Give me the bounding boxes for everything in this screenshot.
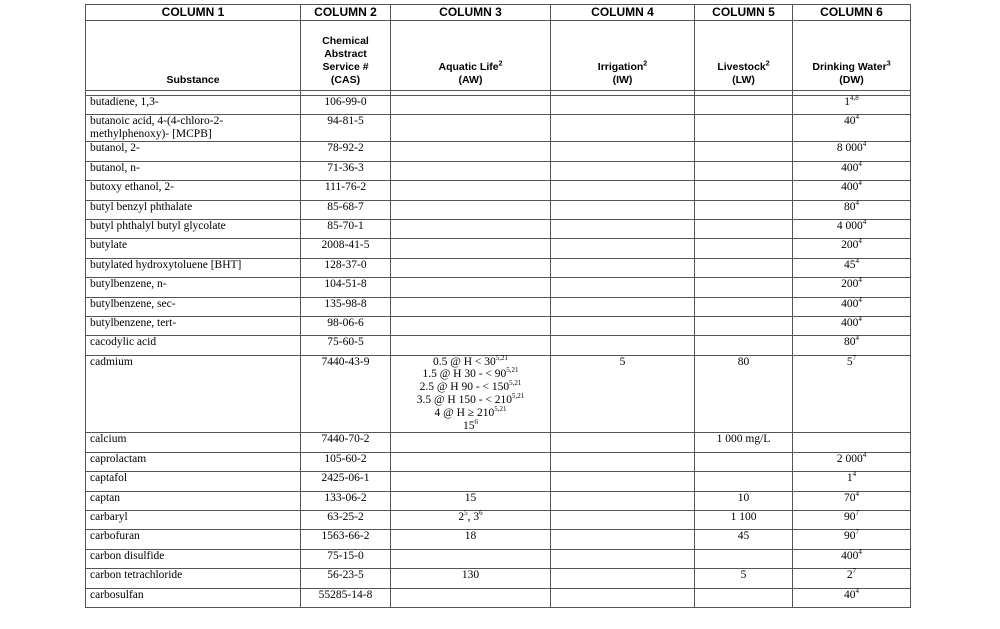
substance-cell bbox=[86, 549, 301, 568]
drinking-water-label-text: Drinking Water bbox=[812, 61, 887, 73]
drinking-water-label bbox=[793, 21, 911, 91]
substance-cell bbox=[86, 355, 301, 433]
value-text: 80 bbox=[844, 200, 856, 213]
value-text: 2 000 bbox=[836, 452, 863, 465]
value-text: 90 bbox=[844, 511, 856, 524]
cas-cell: 7440-70-2 bbox=[301, 433, 391, 452]
aquatic-life-cell bbox=[391, 278, 551, 297]
substance-name: cacodylic acid bbox=[90, 336, 157, 349]
aquatic-life-cell bbox=[391, 96, 551, 115]
cas-label bbox=[301, 21, 391, 91]
irrigation-cell bbox=[551, 239, 695, 258]
table-row bbox=[86, 297, 911, 316]
irrigation-cell bbox=[551, 258, 695, 277]
irrigation-cell bbox=[551, 219, 695, 238]
irrigation-cell bbox=[551, 588, 695, 607]
drinking-water-footnote: 3 bbox=[886, 60, 891, 68]
cas-cell: 2008-41-5 bbox=[301, 239, 391, 258]
aquatic-life-cell bbox=[391, 239, 551, 258]
livestock-cell: 80 bbox=[695, 355, 793, 433]
table-row bbox=[86, 433, 911, 452]
substance-name: butylated hydroxytoluene [BHT] bbox=[90, 258, 242, 271]
livestock-cell bbox=[695, 336, 793, 355]
cas-cell: 128-37-0 bbox=[301, 258, 391, 277]
substance-cell bbox=[86, 115, 301, 142]
value-text: 18 bbox=[464, 530, 477, 543]
footnote-ref: 4 bbox=[862, 140, 867, 149]
drinking-water-cell bbox=[793, 181, 911, 200]
table-row bbox=[86, 452, 911, 471]
value-text: 40 bbox=[844, 115, 856, 128]
substance-cell bbox=[86, 181, 301, 200]
livestock-cell bbox=[695, 452, 793, 471]
footnote-ref: 4 bbox=[852, 470, 857, 479]
aquatic-life-cell bbox=[391, 530, 551, 549]
drinking-water-cell bbox=[793, 491, 911, 510]
cas-cell: 7440-43-9 bbox=[301, 355, 391, 433]
substance-name: caprolactam bbox=[90, 452, 147, 465]
substance-name: carbon disulfide bbox=[90, 549, 165, 562]
value-text: 15 bbox=[464, 491, 477, 504]
table-row bbox=[86, 316, 911, 335]
footnote-ref: 7 bbox=[855, 509, 859, 518]
aquatic-life-value bbox=[395, 394, 546, 407]
cas-cell: 94-81-5 bbox=[301, 115, 391, 142]
column-6-header: COLUMN 6 bbox=[793, 5, 911, 21]
cas-cell: 63-25-2 bbox=[301, 511, 391, 530]
livestock-cell bbox=[695, 219, 793, 238]
column-2-header: COLUMN 2 bbox=[301, 5, 391, 21]
substance-name: butylbenzene, sec- bbox=[90, 297, 176, 310]
aquatic-life-cell bbox=[391, 355, 551, 433]
value-text: 90 bbox=[844, 530, 856, 543]
irrigation-cell bbox=[551, 452, 695, 471]
irrigation-cell bbox=[551, 530, 695, 549]
drinking-water-cell bbox=[793, 239, 911, 258]
substance-cell bbox=[86, 588, 301, 607]
value-text: 2 bbox=[458, 511, 465, 524]
value-text: 4 @ H ≥ 210 bbox=[434, 406, 495, 419]
livestock-cell bbox=[695, 549, 793, 568]
substance-cell bbox=[86, 472, 301, 491]
drinking-water-cell bbox=[793, 297, 911, 316]
substance-cell bbox=[86, 142, 301, 161]
irrigation-cell bbox=[551, 491, 695, 510]
aquatic-life-abbrev: (AW) bbox=[458, 74, 483, 86]
cas-cell: 2425-06-1 bbox=[301, 472, 391, 491]
drinking-water-cell bbox=[793, 588, 911, 607]
irrigation-cell bbox=[551, 96, 695, 115]
substance-cell bbox=[86, 278, 301, 297]
irrigation-cell bbox=[551, 278, 695, 297]
livestock-label-text: Livestock bbox=[717, 61, 766, 73]
aquatic-life-value bbox=[395, 530, 546, 543]
livestock-cell bbox=[695, 278, 793, 297]
drinking-water-cell bbox=[793, 549, 911, 568]
table-row bbox=[86, 472, 911, 491]
irrigation-label-text: Irrigation bbox=[597, 61, 644, 73]
substance-name: carbosulfan bbox=[90, 588, 144, 601]
substance-cell bbox=[86, 96, 301, 115]
footnote-ref: 4 bbox=[862, 218, 867, 227]
table-row bbox=[86, 278, 911, 297]
aquatic-life-cell bbox=[391, 297, 551, 316]
cas-cell: 75-60-5 bbox=[301, 336, 391, 355]
aquatic-life-value bbox=[395, 368, 546, 381]
table-row bbox=[86, 588, 911, 607]
cas-cell: 85-70-1 bbox=[301, 219, 391, 238]
substance-name: butyl phthalyl butyl glycolate bbox=[90, 219, 226, 232]
irrigation-cell: 5 bbox=[551, 355, 695, 433]
footnote-ref: 4,8 bbox=[850, 94, 859, 103]
aquatic-life-cell bbox=[391, 219, 551, 238]
cas-cell: 104-51-8 bbox=[301, 278, 391, 297]
irrigation-footnote: 2 bbox=[643, 60, 648, 68]
substance-cell bbox=[86, 511, 301, 530]
aquatic-life-value bbox=[395, 511, 546, 524]
footnote-ref: 6 bbox=[479, 509, 483, 518]
footnote-ref: 4 bbox=[858, 547, 862, 556]
column-5-header: COLUMN 5 bbox=[695, 5, 793, 21]
substance-cell bbox=[86, 297, 301, 316]
value-text: 2.5 @ H 90 - < 150 bbox=[419, 381, 510, 394]
irrigation-cell bbox=[551, 181, 695, 200]
value-text: 45 bbox=[844, 258, 856, 271]
drinking-water-cell bbox=[793, 142, 911, 161]
footnote-ref: 4 bbox=[858, 315, 862, 324]
footnote-ref: 4 bbox=[855, 113, 859, 122]
value-text: 5 bbox=[846, 355, 853, 368]
drinking-water-cell bbox=[793, 569, 911, 588]
footnote-ref: 4 bbox=[855, 256, 859, 265]
value-text: 8 000 bbox=[836, 142, 863, 155]
aquatic-life-label-line bbox=[393, 61, 548, 74]
drinking-water-cell bbox=[793, 336, 911, 355]
substance-cell bbox=[86, 258, 301, 277]
aquatic-life-cell bbox=[391, 452, 551, 471]
footnote-ref: 4 bbox=[858, 159, 862, 168]
drinking-water-cell bbox=[793, 316, 911, 335]
column-label-row bbox=[86, 21, 911, 91]
livestock-abbrev: (LW) bbox=[732, 74, 755, 86]
aquatic-life-cell bbox=[391, 433, 551, 452]
aquatic-life-cell bbox=[391, 258, 551, 277]
substance-name: cadmium bbox=[90, 355, 133, 368]
livestock-cell bbox=[695, 258, 793, 277]
substance-cell bbox=[86, 239, 301, 258]
aquatic-life-cell bbox=[391, 511, 551, 530]
footnote-ref: 4 bbox=[855, 334, 859, 343]
value-text: 3.5 @ H 150 - < 210 bbox=[416, 394, 513, 407]
value-text: 4 000 bbox=[836, 219, 863, 232]
value-text: 80 bbox=[844, 336, 856, 349]
drinking-water-cell bbox=[793, 115, 911, 142]
footnote-ref: 7 bbox=[855, 528, 859, 537]
substance-cell bbox=[86, 200, 301, 219]
irrigation-abbrev: (IW) bbox=[612, 74, 633, 86]
aquatic-life-cell bbox=[391, 549, 551, 568]
aquatic-life-label-text: Aquatic Life bbox=[438, 61, 499, 73]
livestock-cell bbox=[695, 200, 793, 219]
value-text: 400 bbox=[841, 161, 859, 174]
value-text: 400 bbox=[841, 297, 859, 310]
aquatic-life-value bbox=[395, 569, 546, 582]
footnote-ref: 7 bbox=[852, 567, 857, 576]
livestock-cell: 10 bbox=[695, 491, 793, 510]
substance-cell bbox=[86, 433, 301, 452]
drinking-water-cell bbox=[793, 433, 911, 452]
table-row bbox=[86, 569, 911, 588]
substance-cell bbox=[86, 219, 301, 238]
livestock-cell: 1 000 mg/L bbox=[695, 433, 793, 452]
table-row bbox=[86, 96, 911, 115]
livestock-cell: 5 bbox=[695, 569, 793, 588]
footnote-ref: 5 bbox=[464, 509, 468, 518]
drinking-water-cell bbox=[793, 530, 911, 549]
substance-name: butylbenzene, n- bbox=[90, 278, 167, 291]
table-row bbox=[86, 239, 911, 258]
value-text: 130 bbox=[461, 569, 480, 582]
aquatic-life-cell bbox=[391, 181, 551, 200]
value-text: 200 bbox=[841, 278, 859, 291]
table-row bbox=[86, 491, 911, 510]
footnote-ref: 5,21 bbox=[495, 353, 508, 362]
table-row bbox=[86, 115, 911, 142]
value-text: 1 bbox=[844, 96, 850, 108]
table-row bbox=[86, 549, 911, 568]
livestock-cell bbox=[695, 588, 793, 607]
footnote-ref: 4 bbox=[855, 198, 859, 207]
livestock-cell bbox=[695, 297, 793, 316]
cas-cell: 111-76-2 bbox=[301, 181, 391, 200]
cas-cell: 1563-66-2 bbox=[301, 530, 391, 549]
substance-cell bbox=[86, 161, 301, 180]
drinking-water-cell bbox=[793, 472, 911, 491]
substance-label bbox=[86, 21, 301, 91]
irrigation-cell bbox=[551, 161, 695, 180]
irrigation-cell bbox=[551, 297, 695, 316]
aquatic-life-value bbox=[395, 492, 546, 505]
aquatic-life-footnote: 2 bbox=[498, 60, 503, 68]
table-row bbox=[86, 336, 911, 355]
cas-cell: 55285-14-8 bbox=[301, 588, 391, 607]
substance-name: butanol, 2- bbox=[90, 142, 140, 155]
cas-cell: 106-99-0 bbox=[301, 96, 391, 115]
table-row bbox=[86, 355, 911, 433]
irrigation-cell bbox=[551, 569, 695, 588]
cas-label-line: (CAS) bbox=[330, 74, 361, 86]
aquatic-life-cell bbox=[391, 200, 551, 219]
table-body bbox=[86, 96, 911, 608]
irrigation-cell bbox=[551, 472, 695, 491]
value-text: 1 bbox=[846, 472, 853, 485]
value-text: 400 bbox=[841, 181, 859, 194]
aquatic-life-cell bbox=[391, 588, 551, 607]
value-text: 1.5 @ H 30 - < 90 bbox=[422, 368, 507, 381]
livestock-cell bbox=[695, 181, 793, 200]
value-text: 400 bbox=[841, 549, 859, 562]
cas-cell: 71-36-3 bbox=[301, 161, 391, 180]
column-1-header: COLUMN 1 bbox=[86, 5, 301, 21]
aquatic-life-label bbox=[391, 21, 551, 91]
cas-cell: 98-06-6 bbox=[301, 316, 391, 335]
drinking-water-cell bbox=[793, 355, 911, 433]
table-row bbox=[86, 530, 911, 549]
drinking-water-label-line bbox=[795, 61, 908, 74]
substance-cell bbox=[86, 452, 301, 471]
irrigation-label bbox=[551, 21, 695, 91]
footnote-ref: 4 bbox=[858, 276, 862, 285]
livestock-cell: 1 100 bbox=[695, 511, 793, 530]
livestock-cell bbox=[695, 115, 793, 142]
table-row bbox=[86, 142, 911, 161]
table-row bbox=[86, 200, 911, 219]
column-4-header: COLUMN 4 bbox=[551, 5, 695, 21]
footnote-ref: 4 bbox=[855, 489, 859, 498]
substance-name: butanol, n- bbox=[90, 161, 140, 174]
drinking-water-cell bbox=[793, 96, 911, 115]
table-row bbox=[86, 181, 911, 200]
substance-name: calcium bbox=[90, 433, 127, 446]
drinking-water-cell bbox=[793, 258, 911, 277]
substance-name: butanoic acid, 4-(4-chloro-2- bbox=[90, 115, 224, 128]
substance-name: carbofuran bbox=[90, 530, 140, 543]
table-row bbox=[86, 511, 911, 530]
substance-cell bbox=[86, 491, 301, 510]
table-row bbox=[86, 219, 911, 238]
aquatic-life-cell bbox=[391, 142, 551, 161]
drinking-water-cell bbox=[793, 511, 911, 530]
livestock-cell bbox=[695, 239, 793, 258]
aquatic-life-cell bbox=[391, 115, 551, 142]
drinking-water-abbrev: (DW) bbox=[839, 74, 864, 86]
table-row bbox=[86, 161, 911, 180]
substance-name: carbaryl bbox=[90, 511, 128, 524]
livestock-cell bbox=[695, 96, 793, 115]
substance-name: captan bbox=[90, 491, 121, 504]
substance-label-text: Substance bbox=[166, 74, 220, 86]
footnote-ref: 5,21 bbox=[506, 366, 519, 375]
livestock-footnote: 2 bbox=[765, 60, 770, 68]
drinking-water-cell bbox=[793, 278, 911, 297]
livestock-cell bbox=[695, 316, 793, 335]
footnote-ref: 4 bbox=[858, 179, 862, 188]
irrigation-cell bbox=[551, 511, 695, 530]
drinking-water-cell bbox=[793, 452, 911, 471]
aquatic-life-cell bbox=[391, 316, 551, 335]
footnote-ref: 4 bbox=[862, 451, 867, 460]
cas-cell: 75-15-0 bbox=[301, 549, 391, 568]
irrigation-cell bbox=[551, 142, 695, 161]
substance-cell bbox=[86, 569, 301, 588]
cas-label-line: Abstract bbox=[324, 48, 367, 60]
substance-name: butylate bbox=[90, 239, 128, 252]
irrigation-label-line bbox=[553, 61, 692, 74]
value-text: 400 bbox=[841, 316, 859, 329]
substance-name: captafol bbox=[90, 472, 128, 485]
column-number-row bbox=[86, 5, 911, 21]
value-text: 70 bbox=[844, 491, 856, 504]
aquatic-life-cell bbox=[391, 161, 551, 180]
footnote-ref: 6 bbox=[474, 417, 478, 426]
table-row bbox=[86, 258, 911, 277]
substance-cell bbox=[86, 316, 301, 335]
footnote-ref: 7 bbox=[852, 353, 857, 362]
aquatic-life-cell bbox=[391, 336, 551, 355]
value-text: 15 bbox=[463, 419, 475, 432]
value-text: 2 bbox=[846, 569, 853, 582]
value-text: 0.5 @ H < 30 bbox=[432, 355, 496, 368]
column-3-header: COLUMN 3 bbox=[391, 5, 551, 21]
aquatic-life-cell bbox=[391, 569, 551, 588]
drinking-water-cell bbox=[793, 161, 911, 180]
irrigation-cell bbox=[551, 115, 695, 142]
irrigation-cell bbox=[551, 316, 695, 335]
aquatic-life-value bbox=[395, 417, 546, 433]
substance-cell bbox=[86, 336, 301, 355]
irrigation-cell bbox=[551, 433, 695, 452]
guidelines-table bbox=[85, 4, 911, 608]
footnote-ref: 4 bbox=[855, 586, 859, 595]
substance-name: butoxy ethanol, 2- bbox=[90, 181, 174, 194]
value-text: 40 bbox=[844, 588, 856, 601]
substance-name: methylphenoxy)- [MCPB] bbox=[90, 128, 212, 141]
livestock-label-line bbox=[697, 61, 790, 74]
cas-cell: 85-68-7 bbox=[301, 200, 391, 219]
cas-cell: 135-98-8 bbox=[301, 297, 391, 316]
drinking-water-cell bbox=[793, 219, 911, 238]
substance-name: butadiene, 1,3- bbox=[90, 96, 159, 108]
cas-cell: 78-92-2 bbox=[301, 142, 391, 161]
substance-name: butylbenzene, tert- bbox=[90, 316, 177, 329]
cas-label-line: Service # bbox=[322, 61, 369, 73]
livestock-cell: 45 bbox=[695, 530, 793, 549]
livestock-cell bbox=[695, 472, 793, 491]
cas-cell: 133-06-2 bbox=[301, 491, 391, 510]
value-text: , 3 bbox=[467, 511, 480, 524]
footnote-ref: 4 bbox=[858, 295, 862, 304]
cas-cell: 56-23-5 bbox=[301, 569, 391, 588]
cas-label-line: Chemical bbox=[322, 35, 369, 47]
substance-cell bbox=[86, 530, 301, 549]
footnote-ref: 4 bbox=[858, 237, 862, 246]
substance-name: butyl benzyl phthalate bbox=[90, 200, 193, 213]
substance-name: carbon tetrachloride bbox=[90, 569, 183, 582]
table-header bbox=[86, 5, 911, 96]
irrigation-cell bbox=[551, 336, 695, 355]
livestock-cell bbox=[695, 142, 793, 161]
aquatic-life-value bbox=[395, 407, 546, 420]
aquatic-life-cell bbox=[391, 491, 551, 510]
aquatic-life-value bbox=[395, 353, 546, 369]
footnote-ref: 5,21 bbox=[494, 405, 507, 414]
cas-cell: 105-60-2 bbox=[301, 452, 391, 471]
livestock-label bbox=[695, 21, 793, 91]
aquatic-life-cell bbox=[391, 472, 551, 491]
irrigation-cell bbox=[551, 200, 695, 219]
footnote-ref: 5,21 bbox=[512, 392, 525, 401]
drinking-water-cell bbox=[793, 200, 911, 219]
irrigation-cell bbox=[551, 549, 695, 568]
value-text: 200 bbox=[841, 239, 859, 252]
footnote-ref: 5,21 bbox=[509, 379, 522, 388]
livestock-cell bbox=[695, 161, 793, 180]
